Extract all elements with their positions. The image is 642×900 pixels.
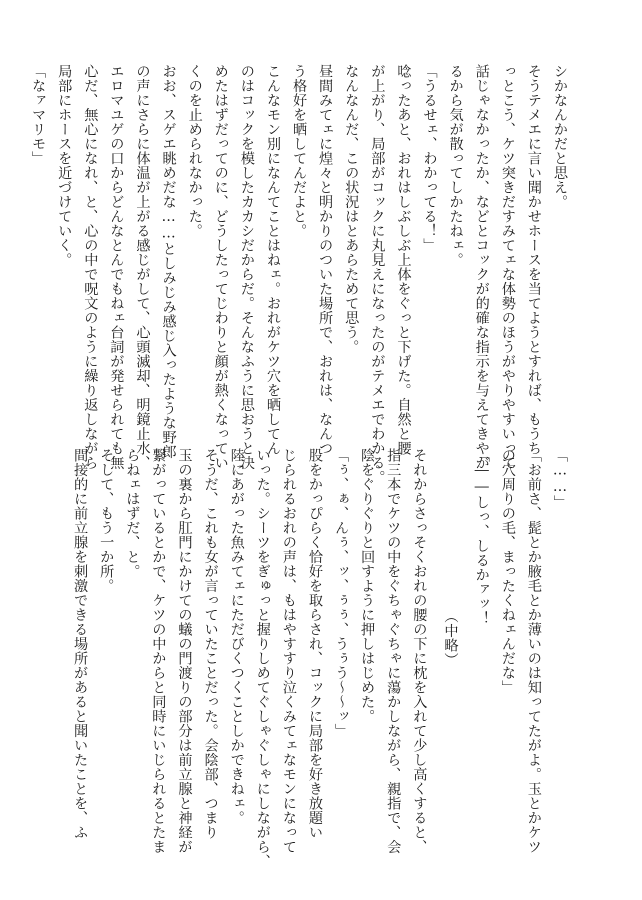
- text-line: そうテメエに言い聞かせホースを当てようとすれば、もうち: [525, 64, 542, 456]
- dialogue-line: 「ぅ、ぁ、んぅ、ッ、ぅぅ、うぅう～～ッ」: [333, 448, 350, 738]
- text-line: 間接的に前立腺を刺激できる場所があると聞いたことを、ふ: [72, 448, 89, 840]
- omission-marker: （中略）: [442, 609, 459, 667]
- top-text-block: [30, 64, 570, 485]
- text-line: めたはずだってのに、どうしたってじわりと顔が熱くなってい: [212, 64, 229, 470]
- dialogue-line: 「――しっ、しるかァッ！: [473, 448, 490, 626]
- text-line: 陸にあがった魚みてェにただびくつくことしかできねェ。: [228, 448, 245, 825]
- text-line: のはコックを模したカカシだからだ。そんなふうに思おうと決: [238, 64, 255, 470]
- text-line: おお、スゲエ眺めだな……としみじみ感じ入ったような野郎: [160, 64, 177, 460]
- text-line: こんなモン別になんてことはねェ。おれがケツ穴を晒してん: [264, 64, 281, 456]
- dialogue-line: 「うるせェ、わかってる！」: [421, 64, 438, 253]
- text-line: っとこう、ケツ突きだすみてェな体勢のほうがやりやすいって: [499, 64, 516, 470]
- text-line: 唸ったあと、おれはしぶしぶ上体をぐっと下げた。自然と腰: [395, 64, 412, 456]
- text-line: らねェはずだ、と。: [124, 448, 141, 579]
- dialogue-line: 「なァマリモ」: [30, 64, 47, 166]
- text-line: う格好を晒してんだよと。: [291, 64, 308, 238]
- text-line: 昼間みてェに煌々と明かりのついた場所で、おれは、なんつ: [317, 64, 334, 456]
- text-line: るから気が散ってしかたねェ。: [447, 64, 464, 267]
- text-line: そして、もう一か所。: [98, 448, 115, 593]
- text-line: シかなんかだと思え。: [552, 64, 568, 209]
- dialogue-line: 「お前さ、髭とか腋毛とか薄いのは知ってたがよ。玉とかケツ: [525, 448, 542, 854]
- text-line: なんなんだ、この状況はとあらためて思う。: [343, 64, 360, 354]
- text-line: 局部にホースを近づけていく。: [56, 64, 73, 267]
- text-line: エロマユゲの口からどんなとんでもねェ台詞が発せられても無: [108, 64, 125, 470]
- text-line: 指三本でケツの中をぐちゃぐちゃに蕩かしながら、親指で、会: [385, 448, 402, 854]
- text-line: 心だ、無心になれ、と、心の中で呪文のように繰り返しながら: [82, 64, 99, 470]
- text-line: 話じゃなかったか、などとコックが的確な指示を与えてきやが: [473, 64, 490, 470]
- text-line: そうだ、これも女が言っていたことだった。会陰部、つまり: [202, 448, 219, 840]
- text-line: いった。シーツをぎゅっと握りしめてぐしゃぐしゃにしながら、: [254, 448, 271, 869]
- text-line: くのを止められなかった。: [186, 64, 203, 238]
- text-line: 繋がっているとかで、ケツの中からと同時にいじられるとたま: [150, 448, 167, 854]
- text-line: が上がり、局部がコックに丸見えになったのがテメエでわかる。: [369, 64, 386, 485]
- text-line: じられるおれの声は、もはやすすり泣くみてェなモンになって: [280, 448, 297, 854]
- text-line: の声にさらに体温が上がる感じがして、心頭滅却、明鏡止水、: [134, 64, 151, 470]
- dialogue-line: の穴周りの毛、まったくねェんだな」: [499, 448, 516, 695]
- text-line: 股をかっぴらく恰好を取らされ、コックに局部を好き放題い: [306, 448, 323, 840]
- dialogue-line: 「……」: [552, 448, 568, 510]
- text-line: 陰をぐりぐりと回すように押しはじめた。: [359, 448, 376, 724]
- text-line: 玉の裏から肛門にかけての蟻の門渡りの部分は前立腺と神経が: [176, 448, 193, 854]
- bottom-text-block: [72, 448, 570, 869]
- text-line: それからさっそくおれの腰の下に枕を入れて少し高くすると、: [411, 448, 428, 854]
